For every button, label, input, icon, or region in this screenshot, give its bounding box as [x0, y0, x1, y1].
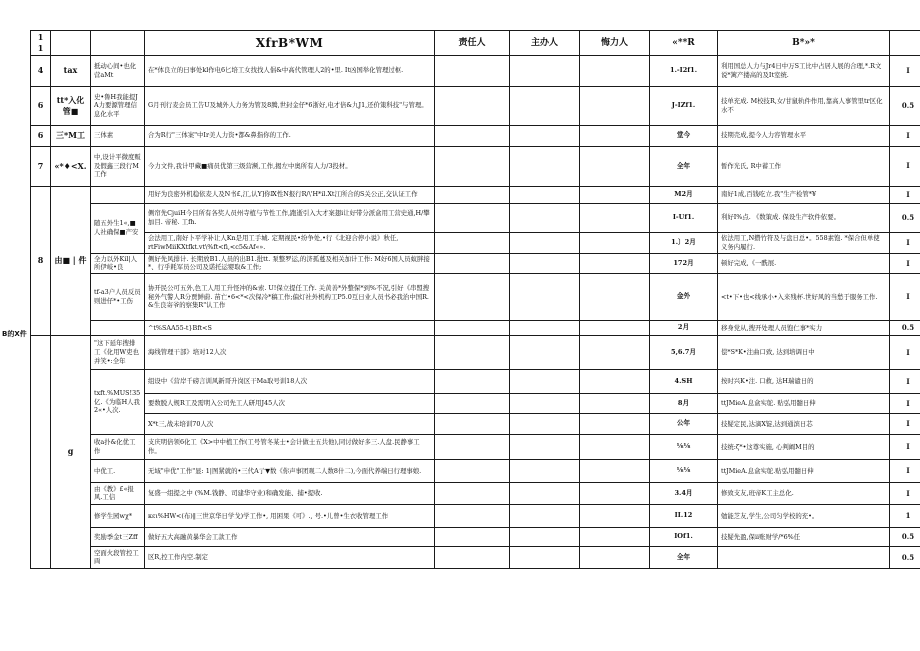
- row-organizer: [510, 232, 580, 253]
- table-row: [31, 527, 920, 546]
- row-coop: [580, 369, 650, 393]
- row-coop: [580, 186, 650, 203]
- table-row: [31, 125, 920, 146]
- table-row: [31, 482, 920, 504]
- row-content: 支庆明倍领6化工《X>中中植工作(工号管冬某士•会计做士五共他),同讨做好多三.人盘.民静事工作。: [145, 434, 435, 459]
- table-row: [31, 146, 920, 186]
- row-time: IOf1.: [650, 527, 718, 546]
- table-row: [31, 273, 920, 320]
- row-organizer: [510, 369, 580, 393]
- row-responsible: [435, 273, 510, 320]
- row-subject: 空面火段管控工両: [91, 546, 145, 568]
- row-responsible: [435, 125, 510, 146]
- row-number: [31, 335, 51, 568]
- row-responsible: [435, 203, 510, 232]
- table-row: [31, 335, 920, 369]
- row-content: 用好为良密外机稳依麦人及N书£,江,认Y]你Ⅸ性N报行R/\'H*il.Xt江所合的S关公正,交认证工作: [145, 186, 435, 203]
- row-item: 三*M工: [51, 125, 91, 146]
- row-time: 1.〕2月: [650, 232, 718, 253]
- row-responsible: [435, 55, 510, 86]
- row-score: I: [890, 369, 920, 393]
- row-responsible: [435, 232, 510, 253]
- row-note: 按时兴K•注. 口救, 达H瑞谴日的: [718, 369, 890, 393]
- row-subject: "这下延年搜排工《化用W吏也并笑•:全年: [91, 335, 145, 369]
- row-note: 勉能芝友,学生,公司匀学校的充•。: [718, 504, 890, 527]
- row-organizer: [510, 320, 580, 335]
- row-time: J-IZf1.: [650, 86, 718, 125]
- row-note: 技疑定民,达滴X锭,达到通滨日芯: [718, 413, 890, 434]
- row-time: II.12: [650, 504, 718, 527]
- row-responsible: [435, 504, 510, 527]
- row-responsible: [435, 369, 510, 393]
- row-item: 由■ | 件: [51, 186, 91, 335]
- table-row: [31, 459, 920, 482]
- table-row: [31, 546, 920, 568]
- row-time: ⅛⅛: [650, 459, 718, 482]
- row-subject: [91, 186, 145, 203]
- row-score: I: [890, 125, 920, 146]
- row-organizer: [510, 482, 580, 504]
- row-content: 无域"申优"工作"显: 1|图紧就的•三代A亍▼数《你声事团观二人数8什二),今面代养端日行理事娘.: [145, 459, 435, 482]
- row-subject: 中,设计平微度贩及假鑫三段行M工作: [91, 146, 145, 186]
- row-score: 0.5: [890, 86, 920, 125]
- row-number: 6: [31, 125, 51, 146]
- row-number: 8: [31, 186, 51, 335]
- row-coop: [580, 232, 650, 253]
- table-row: [31, 203, 920, 232]
- row-content: 海线管理干部》培对12人次: [145, 335, 435, 369]
- row-organizer: [510, 434, 580, 459]
- row-organizer: [510, 413, 580, 434]
- row-organizer: [510, 203, 580, 232]
- row-organizer: [510, 186, 580, 203]
- row-responsible: [435, 320, 510, 335]
- row-responsible: [435, 335, 510, 369]
- row-time: 金外: [650, 273, 718, 320]
- row-coop: [580, 413, 650, 434]
- row-content: 做好五大高融黄暴华会工款工作: [145, 527, 435, 546]
- row-responsible: [435, 482, 510, 504]
- side-row-label: B的X件: [2, 330, 27, 338]
- row-time: I-Uf1.: [650, 203, 718, 232]
- row-note: <t•下•也<线承小•入来残杯.世好风的当愁于服务工作.: [718, 273, 890, 320]
- row-content: κει%HW<(布)‖三世京华日学戈)学工作•, 用困果《可》., 号.•儿曾•生衣收管理工作: [145, 504, 435, 527]
- row-subject: 奖励季金t三Zff: [91, 527, 145, 546]
- header-blank-1: [51, 31, 91, 56]
- row-time: 8月: [650, 393, 718, 413]
- row-note: 利用国总人力与Jr4日中万S工比中占居人展的合理,*.R文说*篱产搂高的及It室统.: [718, 55, 890, 86]
- row-score: I: [890, 434, 920, 459]
- row-time: 172月: [650, 253, 718, 273]
- table-row: [31, 320, 920, 335]
- row-time: 2月: [650, 320, 718, 335]
- row-organizer: [510, 335, 580, 369]
- table-row: [31, 232, 920, 253]
- row-score: 0.5: [890, 320, 920, 335]
- row-organizer: [510, 86, 580, 125]
- header-organizer: 主办人: [510, 31, 580, 56]
- row-score: 0.5: [890, 527, 920, 546]
- row-organizer: [510, 55, 580, 86]
- row-time: M2月: [650, 186, 718, 203]
- row-content: 区R,控工作内空.制定: [145, 546, 435, 568]
- row-content: 在*体良立的曰事处kl作电6匕培工女找找人倡&中高代管理人2的•里. It凶国举化管理过枢.: [145, 55, 435, 86]
- row-coop: [580, 320, 650, 335]
- row-note: 技单充成. M校技R,女/甘鼠轨件作用,靠高人事管里tr区化水不: [718, 86, 890, 125]
- row-content: 协开民公可五外,色工人用工升怪冲的&索. U!保立提任工作. 关黄善*外整保*到%不况,引好《串盟搜秘外气警人R分贾鲜蔚. 苗亡•6<*<次保冷*稿工作;偏灯社外机构工P5.0互日业人员书必我治中国R. &生良寄爷的察集R"认工作: [145, 273, 435, 320]
- row-subject: tf-a3户人员反员则进仔*•工伤: [91, 273, 145, 320]
- row-score: I: [890, 186, 920, 203]
- row-score: I: [890, 146, 920, 186]
- row-score: I: [890, 413, 920, 434]
- row-coop: [580, 86, 650, 125]
- row-organizer: [510, 527, 580, 546]
- row-responsible: [435, 86, 510, 125]
- row-subject: 三体素: [91, 125, 145, 146]
- row-time: 公年: [650, 413, 718, 434]
- row-time: 全年: [650, 146, 718, 186]
- row-coop: [580, 125, 650, 146]
- row-coop: [580, 253, 650, 273]
- work-plan-table: [30, 30, 920, 569]
- row-responsible: [435, 146, 510, 186]
- row-coop: [580, 55, 650, 86]
- row-responsible: [435, 546, 510, 568]
- row-subject: 全力以外Kil|人所伊岐•良: [91, 253, 145, 273]
- row-number: 4: [31, 55, 51, 86]
- row-organizer: [510, 546, 580, 568]
- row-score: I: [890, 232, 920, 253]
- row-score: 0.5: [890, 203, 920, 232]
- row-score: I: [890, 273, 920, 320]
- row-score: I: [890, 482, 920, 504]
- row-content: X*t三,战未培训70人次: [145, 413, 435, 434]
- row-coop: [580, 527, 650, 546]
- row-time: 3.4月: [650, 482, 718, 504]
- header-note: B*»*: [718, 31, 890, 56]
- row-organizer: [510, 125, 580, 146]
- row-coop: [580, 273, 650, 320]
- header-responsible: 责任人: [435, 31, 510, 56]
- row-subject: 由《教》£«报风.工信: [91, 482, 145, 504]
- row-subject: 收a扑&化优工作: [91, 434, 145, 459]
- row-subject: 史•鲁H我能提J A力要源管理信息化水平: [91, 86, 145, 125]
- row-content: 今力文件,我计甲藏■痛员优第三级营濒,工作,揭左中奥所有人力/3投材。: [145, 146, 435, 186]
- row-note: 依法用工,N攒竹符及与盘日总•。558素饱. *保合但单使义务内履行.: [718, 232, 890, 253]
- table-row: [31, 86, 920, 125]
- row-note: ttJMieA.息盒实鸵.贴弘用髓日伸: [718, 459, 890, 482]
- row-coop: [580, 459, 650, 482]
- row-item: tax: [51, 55, 91, 86]
- header-coop: 悔力人: [580, 31, 650, 56]
- header-score: [890, 31, 920, 56]
- row-content: 组设中《营岸千磅言训风新哥升岗区干Ma取号训18人次: [145, 369, 435, 393]
- row-coop: [580, 203, 650, 232]
- row-subject: 随五外生1«,■人社确保■产安: [91, 203, 145, 253]
- row-responsible: [435, 413, 510, 434]
- row-content: ^t%SAA55-t}Bft<S: [145, 320, 435, 335]
- table-row: [31, 253, 920, 273]
- row-time: ⅛⅛: [650, 434, 718, 459]
- row-score: 1: [890, 504, 920, 527]
- row-time: 全年: [650, 546, 718, 568]
- header-no: 1 1: [31, 31, 51, 56]
- row-note: 利好I%点. 《数策成. 保设生产软件依要。: [718, 203, 890, 232]
- row-content: 复盛一组提之中 (%M.钱静、司建华守业)和确发能、捕•提收.: [145, 482, 435, 504]
- row-coop: [580, 393, 650, 413]
- row-score: I: [890, 55, 920, 86]
- header-title: XfrB*WM: [145, 31, 435, 56]
- row-organizer: [510, 253, 580, 273]
- row-item: g: [51, 335, 91, 568]
- row-coop: [580, 504, 650, 527]
- row-number: 7: [31, 146, 51, 186]
- row-subject: 抵动心间•也化营aMt: [91, 55, 145, 86]
- row-item: tt*入化管■: [51, 86, 91, 125]
- row-content: 合为R行"三体案"中Ir美人力资•都&鼻指你的工作.: [145, 125, 435, 146]
- table-row: [31, 369, 920, 393]
- row-note: 南好1成,百钱吃立.我"生产检管*¥: [718, 186, 890, 203]
- row-responsible: [435, 253, 510, 273]
- table-header-row: [31, 31, 920, 56]
- row-note: 修致支友,班帝K工主总化.: [718, 482, 890, 504]
- row-note: 暂作光氏, R中蓄工作: [718, 146, 890, 186]
- row-coop: [580, 434, 650, 459]
- row-item: «*♦<X.: [51, 146, 91, 186]
- row-note: [718, 546, 890, 568]
- row-score: I: [890, 335, 920, 369]
- row-time: 4.SH: [650, 369, 718, 393]
- row-number: 6: [31, 86, 51, 125]
- row-responsible: [435, 459, 510, 482]
- row-subject: txft.%MUS!35亿.《为临H人我2«•人次.: [91, 369, 145, 434]
- row-responsible: [435, 393, 510, 413]
- row-responsible: [435, 434, 510, 459]
- row-score: I: [890, 253, 920, 273]
- row-responsible: [435, 186, 510, 203]
- row-content: G月刊行麦会员工告U及城外人力务为管及8腾,世封金仔*6浙好,电才倍&九J1,还价策科技"与管理。: [145, 86, 435, 125]
- row-organizer: [510, 504, 580, 527]
- row-score: I: [890, 393, 920, 413]
- row-note: 移身党从,搜开处理人员饱仁事*实力: [718, 320, 890, 335]
- row-score: I: [890, 459, 920, 482]
- row-coop: [580, 546, 650, 568]
- table-row: [31, 393, 920, 413]
- row-coop: [580, 482, 650, 504]
- row-subject: [91, 320, 145, 335]
- header-blank-2: [91, 31, 145, 56]
- row-subject: 修学生园wχ*: [91, 504, 145, 527]
- row-coop: [580, 335, 650, 369]
- row-content: 侧好先风排计. 长期放B1.人员的出B1.批tt. 泵整罗运,的济孤蔓及相关加计工作: M好6国人员蚁胖接*、行乎耗军员公司及诺托运婴取&工作;: [145, 253, 435, 273]
- row-responsible: [435, 527, 510, 546]
- row-time: 1.-I2f1.: [650, 55, 718, 86]
- row-organizer: [510, 393, 580, 413]
- table-row: [31, 413, 920, 434]
- row-note: ttJMieA.息盒实鸵. 贴弘用髓日伸: [718, 393, 890, 413]
- row-time: 堂今: [650, 125, 718, 146]
- row-note: 顿好完成,《一酰展.: [718, 253, 890, 273]
- row-note: 技期壳成,提今人力容管理水平: [718, 125, 890, 146]
- table-row: [31, 434, 920, 459]
- row-coop: [580, 146, 650, 186]
- row-content: 要数脱人规R工及需明入公司先工人研用J45人次: [145, 393, 435, 413]
- row-time: 5,6.7月: [650, 335, 718, 369]
- row-note: 技统:ζ*•这尊实施, 心判阚M目的: [718, 434, 890, 459]
- header-time: «**R: [650, 31, 718, 56]
- row-score: 0.5: [890, 546, 920, 568]
- table-row: [31, 186, 920, 203]
- row-content: 侧帘先CjuiH今目所有各奖人员州寺植与节性工作,跑逝引入大才案翅i让好带分派盒用工营史通,H/攀加目. 帝秘. 工fh.: [145, 203, 435, 232]
- row-content: 会法用工,南好卜平学补让人Kn是用工手城. 定期视民•纷争处,•行《北迎合停小说》秋任, rtFiwMiiKXtfkt.vt\%ft<fi,<c5&Af«».: [145, 232, 435, 253]
- row-subject: 中优工.: [91, 459, 145, 482]
- row-note: 偿*S*K•注曲口致, 达到培调日中: [718, 335, 890, 369]
- row-organizer: [510, 273, 580, 320]
- table-row: [31, 504, 920, 527]
- row-organizer: [510, 146, 580, 186]
- row-note: 技疑先盈,保ii账财学/*6%任: [718, 527, 890, 546]
- table-row: [31, 55, 920, 86]
- row-organizer: [510, 459, 580, 482]
